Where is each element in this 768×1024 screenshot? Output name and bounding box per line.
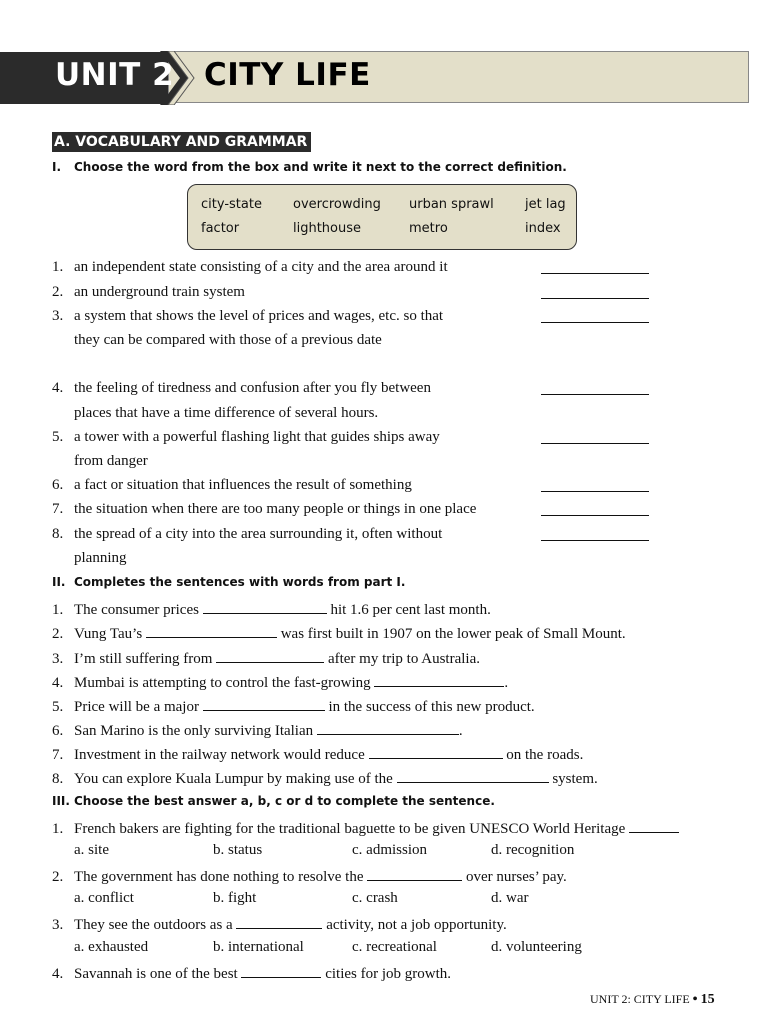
part-3-instruction: III. Choose the best answer a, b, c or d to complete the sentence. — [52, 794, 495, 808]
answer-blank[interactable] — [369, 744, 503, 759]
answer-blank[interactable] — [374, 672, 504, 687]
question-item: 3. They see the outdoors as a activity, not a job opportunity. — [52, 914, 507, 934]
answer-blank[interactable] — [216, 648, 324, 663]
section-title: A. VOCABULARY AND GRAMMAR — [52, 132, 311, 152]
answer-blank[interactable] — [241, 963, 321, 978]
answer-blank[interactable] — [146, 623, 277, 638]
answer-blank[interactable] — [541, 273, 649, 274]
definition-item: 2. an underground train system — [52, 284, 245, 300]
part-2-instruction: II. Completes the sentences with words from part I. — [52, 575, 406, 589]
answer-blank[interactable] — [367, 866, 462, 881]
word-box-item: overcrowding — [293, 197, 381, 212]
definition-item: 5. a tower with a powerful flashing light that guides ships away — [52, 429, 440, 445]
answer-blank[interactable] — [541, 298, 649, 299]
page-number: 15 — [700, 992, 715, 1007]
option-d[interactable]: d. war — [491, 890, 529, 906]
sentence-item: 1. The consumer prices hit 1.6 per cent last month. — [52, 599, 491, 619]
definition-item: 1. an independent state consisting of a city and the area around it — [52, 259, 448, 275]
option-c[interactable]: c. recreational — [352, 939, 437, 955]
question-item: 4. Savannah is one of the best cities for job growth. — [52, 963, 451, 983]
question-item: 2. The government has done nothing to resolve the over nurses’ pay. — [52, 866, 567, 886]
word-box-item: metro — [409, 221, 448, 236]
definition-item: 4. the feeling of tiredness and confusion after you fly between — [52, 380, 431, 396]
question-item: 1. French bakers are fighting for the traditional baguette to be given UNESCO World Heritage — [52, 818, 679, 838]
answer-blank[interactable] — [541, 443, 649, 444]
word-box-item: index — [525, 221, 561, 236]
definition-item: 7. the situation when there are too many people or things in one place — [52, 501, 477, 517]
answer-blank[interactable] — [397, 768, 549, 783]
definition-item: 3. a system that shows the level of prices and wages, etc. so that — [52, 308, 444, 324]
sentence-item: 6. San Marino is the only surviving Italian . — [52, 720, 463, 740]
option-c[interactable]: c. admission — [352, 842, 427, 858]
option-c[interactable]: c. crash — [352, 890, 398, 906]
definition-continuation: places that have a time difference of several hours. — [74, 405, 379, 421]
option-d[interactable]: d. recognition — [491, 842, 575, 858]
option-b[interactable]: b. status — [213, 842, 263, 858]
option-a[interactable]: a. site — [74, 842, 109, 858]
sentence-item: 4. Mumbai is attempting to control the fast-growing . — [52, 672, 508, 692]
answer-blank[interactable] — [629, 818, 679, 833]
unit-title: CITY LIFE — [204, 57, 371, 93]
answer-blank[interactable] — [541, 540, 649, 541]
sentence-item: 5. Price will be a major in the success of this new product. — [52, 696, 535, 716]
option-a[interactable]: a. exhausted — [74, 939, 149, 955]
definition-item: 6. a fact or situation that influences the result of something — [52, 477, 412, 493]
footer-label: UNIT 2: CITY LIFE — [590, 992, 690, 1006]
answer-blank[interactable] — [317, 720, 459, 735]
answer-blank[interactable] — [236, 914, 322, 929]
unit-number: UNIT 2 — [55, 57, 175, 93]
part-1-instruction: I. Choose the word from the box and write it next to the correct definition. — [52, 160, 567, 174]
word-box-item: lighthouse — [293, 221, 362, 236]
definition-continuation: they can be compared with those of a previous date — [74, 332, 382, 348]
option-a[interactable]: a. conflict — [74, 890, 134, 906]
footer-bullet: • — [692, 992, 698, 1007]
word-box-item: city-state — [201, 197, 262, 212]
option-b[interactable]: b. international — [213, 939, 304, 955]
word-box-item: jet lag — [525, 197, 566, 212]
option-d[interactable]: d. volunteering — [491, 939, 582, 955]
answer-blank[interactable] — [541, 491, 649, 492]
answer-blank[interactable] — [541, 394, 649, 395]
answer-blank[interactable] — [541, 322, 649, 323]
sentence-item: 2. Vung Tau’s was first built in 1907 on the lower peak of Small Mount. — [52, 623, 626, 643]
definition-continuation: from danger — [74, 453, 148, 469]
sentence-item: 3. I’m still suffering from after my trip to Australia. — [52, 648, 480, 668]
word-box-item: urban sprawl — [409, 197, 494, 212]
option-b[interactable]: b. fight — [213, 890, 257, 906]
definition-item: 8. the spread of a city into the area surrounding it, often without — [52, 526, 443, 542]
definition-continuation: planning — [74, 550, 127, 566]
word-box — [187, 184, 577, 250]
page-footer — [590, 992, 715, 1008]
sentence-item: 7. Investment in the railway network would reduce on the roads. — [52, 744, 583, 764]
sentence-item: 8. You can explore Kuala Lumpur by making use of the system. — [52, 768, 598, 788]
word-box-item: factor — [201, 221, 240, 236]
answer-blank[interactable] — [541, 515, 649, 516]
answer-blank[interactable] — [203, 696, 325, 711]
answer-blank[interactable] — [203, 599, 327, 614]
